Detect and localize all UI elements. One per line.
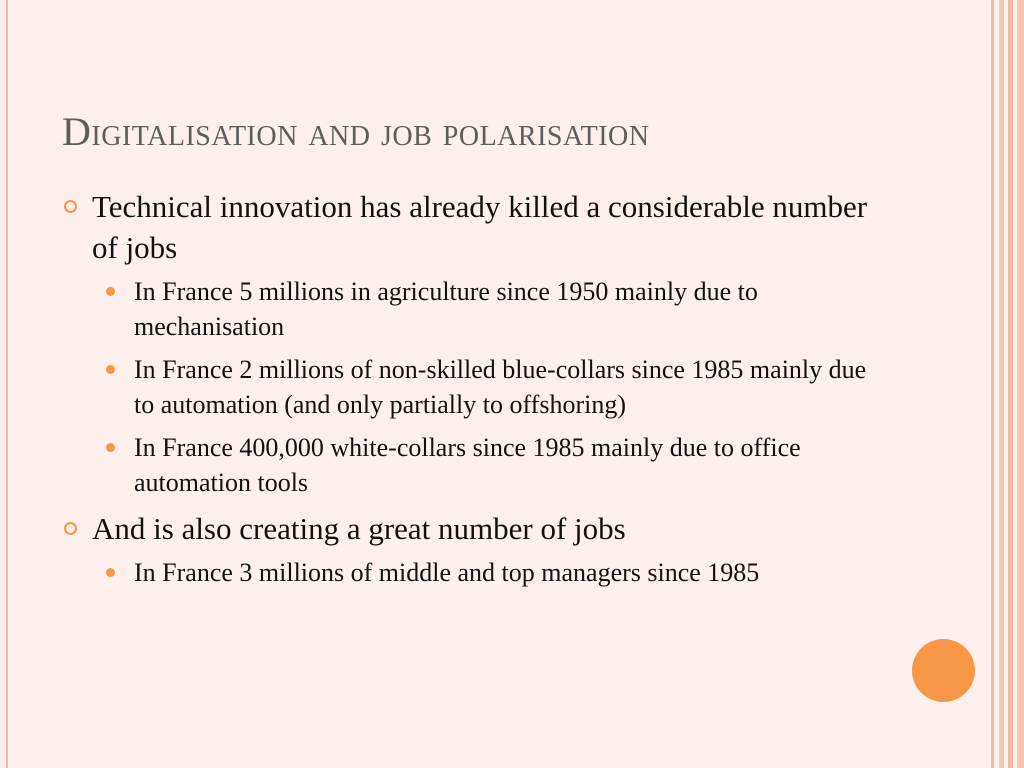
decorative-stripes [986, 0, 1024, 768]
bullet-ring-icon [64, 522, 77, 535]
bullet-text: In France 400,000 white-collars since 1985 mainly due to office automation tools [134, 433, 801, 497]
bullet-text: In France 2 millions of non-skilled blue-collars since 1985 mainly due to automation (and only partially to offshoring) [134, 355, 867, 419]
slide-content [62, 186, 892, 598]
left-border-line [6, 0, 8, 768]
bullet-level1 [62, 508, 892, 549]
bullet-ring-icon [64, 200, 77, 213]
decorative-circle [912, 639, 975, 702]
bullet-text: Technical innovation has already killed a considerable number of jobs [92, 189, 868, 265]
bullet-text: In France 3 millions of middle and top managers since 1985 [134, 558, 760, 587]
bullet-level1 [62, 186, 892, 268]
bullet-level2 [62, 555, 892, 590]
bullet-level2 [62, 274, 892, 344]
bullet-dot-icon [106, 568, 115, 577]
bullet-dot-icon [106, 365, 115, 374]
bullet-text: In France 5 millions in agriculture since 1950 mainly due to mechanisation [134, 277, 758, 341]
bullet-level2 [62, 430, 892, 500]
bullet-dot-icon [106, 443, 115, 452]
bullet-dot-icon [106, 287, 115, 296]
bullet-text: And is also creating a great number of jobs [92, 511, 626, 546]
bullet-level2 [62, 352, 892, 422]
slide-title: Digitalisation and job polarisation [62, 109, 650, 154]
